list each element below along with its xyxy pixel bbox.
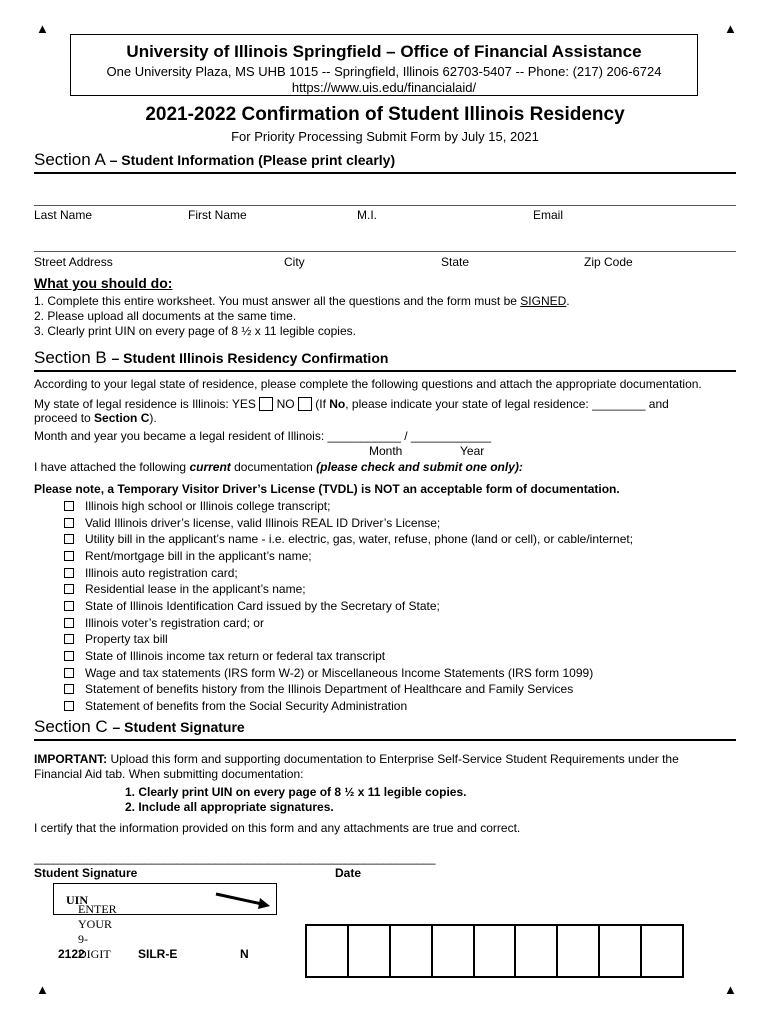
year-label: Year xyxy=(460,444,485,458)
uin-digit-box[interactable] xyxy=(347,924,391,978)
uin-digit-box[interactable] xyxy=(640,924,684,978)
document-label: Statement of benefits history from the Illinois Department of Healthcare and Family Services xyxy=(85,682,574,696)
document-checkbox[interactable] xyxy=(64,634,74,644)
document-checkbox[interactable] xyxy=(64,651,74,661)
uin-digit-box[interactable] xyxy=(305,924,349,978)
document-checkbox[interactable] xyxy=(64,618,74,628)
document-option[interactable] xyxy=(64,599,440,613)
document-option[interactable] xyxy=(64,532,633,546)
certification-text: I certify that the information provided on this form and any attachments are true and correct. xyxy=(34,821,521,835)
document-label: Illinois voter’s registration card; or xyxy=(85,616,264,630)
step-2: 2. Please upload all documents at the same time. xyxy=(34,309,297,323)
tvdl-note: Please note, a Temporary Visitor Driver’s License (TVDL) is NOT an acceptable form of documentation. xyxy=(34,482,620,496)
document-checkbox[interactable] xyxy=(64,584,74,594)
document-label: Illinois high school or Illinois college transcript; xyxy=(85,499,331,513)
office-header xyxy=(70,34,698,96)
email-field[interactable]: Email xyxy=(533,208,564,222)
date-label: Date xyxy=(335,866,362,880)
residence-no-bold: No xyxy=(329,397,346,411)
document-checkbox[interactable] xyxy=(64,501,74,511)
residence-no-checkbox[interactable] xyxy=(298,397,312,411)
document-label: Valid Illinois driver’s license, valid Illinois REAL ID Driver’s License; xyxy=(85,516,441,530)
arrow-right-icon xyxy=(214,891,272,911)
document-option[interactable] xyxy=(64,682,573,696)
document-label: Rent/mortgage bill in the applicant’s name; xyxy=(85,549,312,563)
document-label: Residential lease in the applicant’s name; xyxy=(85,582,306,596)
city-field[interactable]: City xyxy=(284,255,305,269)
form-subtitle: For Priority Processing Submit Form by July 15, 2021 xyxy=(231,129,539,144)
section-a-label: Section A xyxy=(34,150,105,169)
document-label: Illinois auto registration card; xyxy=(85,566,238,580)
document-option[interactable] xyxy=(64,516,440,530)
signed-word: SIGNED xyxy=(520,294,567,308)
instruction-2: 2. Include all appropriate signatures. xyxy=(125,800,334,814)
first-name-field[interactable]: First Name xyxy=(188,208,247,222)
document-label: Utility bill in the applicant’s name - i.e. electric, gas, water, refuse, phone (land or cell), or cable/internet; xyxy=(85,532,634,546)
document-checkbox[interactable] xyxy=(64,701,74,711)
uin-entry-grid xyxy=(307,924,684,978)
document-option[interactable] xyxy=(64,666,593,680)
institution-name: University of Illinois Springfield – Office of Financial Assistance xyxy=(126,42,642,61)
document-option[interactable] xyxy=(64,616,264,630)
document-checkbox[interactable] xyxy=(64,668,74,678)
uin-digit-box[interactable] xyxy=(556,924,600,978)
residency-date-question[interactable]: Month and year you became a legal resident of Illinois: ___________ / ____________ xyxy=(34,429,492,443)
proceed-section-c: Section C xyxy=(94,411,150,425)
step-1-period: . xyxy=(566,294,570,308)
corner-marker-top-right: ▲ xyxy=(724,21,737,36)
attached-mid: documentation xyxy=(230,460,317,474)
uin-digit-box[interactable] xyxy=(431,924,475,978)
zip-code-field[interactable]: Zip Code xyxy=(584,255,633,269)
corner-marker-bottom-left: ▲ xyxy=(36,982,49,997)
document-option[interactable] xyxy=(64,699,407,713)
section-b-heading xyxy=(34,348,388,368)
document-label: State of Illinois income tax return or federal tax transcript xyxy=(85,649,386,663)
document-option[interactable] xyxy=(64,649,385,663)
document-option[interactable] xyxy=(64,499,330,513)
residence-rest-text: , please indicate your state of legal residence: ________ and xyxy=(345,397,669,411)
office-url[interactable]: https://www.uis.edu/financialaid/ xyxy=(291,80,477,95)
uin-digit-box[interactable] xyxy=(598,924,642,978)
attached-documentation-text xyxy=(34,460,523,474)
proceed-suffix: ). xyxy=(149,411,157,425)
document-checkbox[interactable] xyxy=(64,684,74,694)
office-address: One University Plaza, MS UHB 1015 -- Springfield, Illinois 62703-5407 -- Phone: (217) 206-6724 xyxy=(106,64,662,79)
document-checkbox[interactable] xyxy=(64,551,74,561)
section-c-heading xyxy=(34,717,245,737)
document-label: Property tax bill xyxy=(85,632,168,646)
uin-digit-box[interactable] xyxy=(389,924,433,978)
document-label: Statement of benefits from the Social Security Administration xyxy=(85,699,408,713)
residence-if-text: (If xyxy=(315,397,330,411)
document-checkbox[interactable] xyxy=(64,518,74,528)
street-address-field[interactable]: Street Address xyxy=(34,255,113,269)
document-checkbox[interactable] xyxy=(64,534,74,544)
state-field[interactable]: State xyxy=(441,255,470,269)
uin-prompt-text: ENTER YOUR 9-DIGIT xyxy=(78,902,117,961)
step-1 xyxy=(34,294,570,308)
important-note-line2: Financial Aid tab. When submitting documentation: xyxy=(34,767,304,781)
important-text: Upload this form and supporting documentation to Enterprise Self-Service Student Requirements under the xyxy=(107,752,679,766)
section-c-title: – Student Signature xyxy=(112,719,245,735)
corner-marker-bottom-right: ▲ xyxy=(724,982,737,997)
form-flag: N xyxy=(240,947,249,961)
row1-line xyxy=(34,205,736,206)
important-label: IMPORTANT: xyxy=(34,752,108,766)
uin-digit-box[interactable] xyxy=(514,924,558,978)
form-title: 2021-2022 Confirmation of Student Illinois Residency xyxy=(145,104,625,125)
corner-marker-top-left: ▲ xyxy=(36,21,49,36)
section-b-rule xyxy=(34,370,736,372)
section-a-rule xyxy=(34,172,736,174)
document-option[interactable] xyxy=(64,549,312,563)
document-option[interactable] xyxy=(64,632,168,646)
step-1-text: 1. Complete this entire worksheet. You must answer all the questions and the form must be xyxy=(34,294,521,308)
document-checkbox[interactable] xyxy=(64,601,74,611)
document-checkbox[interactable] xyxy=(64,568,74,578)
form-code: 2122 xyxy=(58,947,85,961)
document-label: State of Illinois Identification Card issued by the Secretary of State; xyxy=(85,599,440,613)
what-to-do-heading: What you should do: xyxy=(34,275,173,291)
proceed-text: proceed to xyxy=(34,411,95,425)
last-name-field[interactable]: Last Name xyxy=(34,208,93,222)
section-c-rule xyxy=(34,739,736,741)
section-a-title: – Student Information (Please print clearly) xyxy=(109,152,396,168)
residence-yes-label: My state of legal residence is Illinois: YES xyxy=(34,397,256,411)
month-label: Month xyxy=(369,444,403,458)
residence-question-line2 xyxy=(34,411,157,425)
middle-initial-field[interactable]: M.I. xyxy=(357,208,377,222)
instruction-1: 1. Clearly print UIN on every page of 8 ½ x 11 legible copies. xyxy=(125,785,467,799)
section-b-intro: According to your legal state of residence, please complete the following questions and attach the appropriate documentation. xyxy=(34,377,702,391)
document-option[interactable] xyxy=(64,566,238,580)
section-b-title: – Student Illinois Residency Confirmation xyxy=(111,350,389,366)
residence-question xyxy=(34,397,669,411)
attached-prefix: I have attached the following xyxy=(34,460,190,474)
signature-line[interactable]: ______________________________________________________________ xyxy=(34,851,436,865)
uin-digit-box[interactable] xyxy=(473,924,517,978)
section-a-heading xyxy=(34,150,395,170)
important-note xyxy=(34,752,679,766)
student-signature-label: Student Signature xyxy=(34,866,138,880)
uin-prompt-bold: UIN xyxy=(66,893,89,907)
step-3: 3. Clearly print UIN on every page of 8 ½ x 11 legible copies. xyxy=(34,324,356,338)
residence-yes-checkbox[interactable] xyxy=(259,397,273,411)
attached-instruction: (please check and submit one only): xyxy=(316,460,523,474)
attached-current: current xyxy=(189,460,231,474)
row2-line xyxy=(34,251,736,252)
section-b-label: Section B xyxy=(34,348,107,367)
section-c-label: Section C xyxy=(34,717,108,736)
residence-no-label: NO xyxy=(276,397,295,411)
form-id: SILR-E xyxy=(138,947,178,961)
document-label: Wage and tax statements (IRS form W-2) or Miscellaneous Income Statements (IRS form 1099) xyxy=(85,666,594,680)
document-option[interactable] xyxy=(64,582,306,596)
